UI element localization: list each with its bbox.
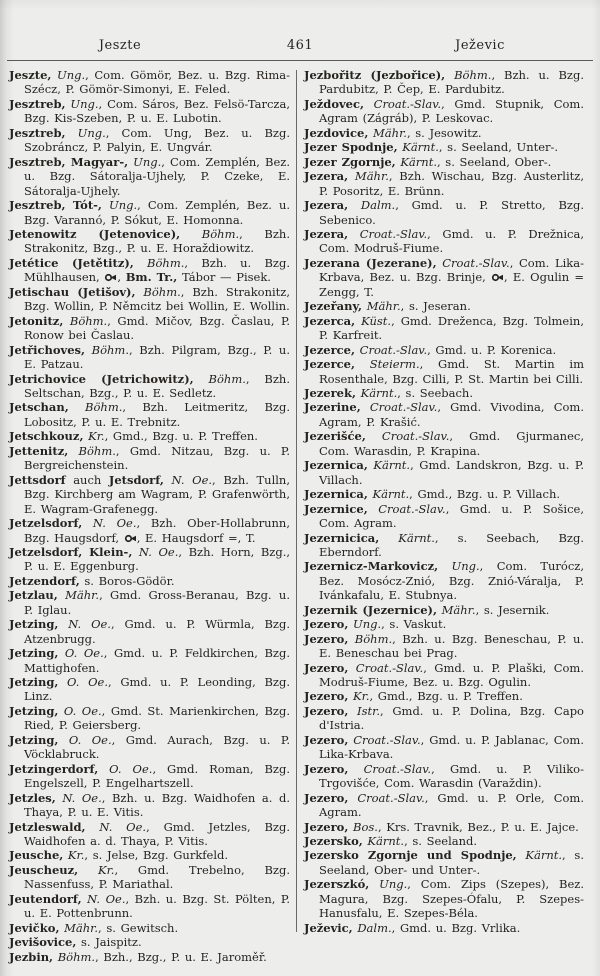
region-abbr: Böhm.: [85, 342, 129, 357]
entry-headword: Jezerišće,: [304, 429, 366, 444]
entry-text: , s. Seeland, Ober-.: [436, 154, 552, 169]
entry-headword: Jetonitz,: [9, 313, 64, 328]
gazetteer-entry: [304, 343, 584, 357]
entry-headword: Jetřichoves,: [9, 342, 86, 357]
region-abbr: Böhm.: [53, 949, 96, 964]
entry-text: , Com. Sáros, Bez. Felsö-Tarcza, Bzg. Kis-Szeben, P. u. E. Lubotin.: [24, 96, 290, 126]
entry-text: , Bzh. Horn, Bzg., P. u. E. Eggenburg.: [24, 544, 291, 574]
entry-headword: Jetischau (Jetišov),: [9, 284, 136, 299]
region-abbr: Kr.: [63, 848, 85, 863]
region-abbr: Ung.: [65, 125, 106, 140]
entry-headword: Jesztreb, Magyar-,: [9, 154, 129, 169]
gazetteer-entry: [304, 487, 584, 501]
entry-headword: Jetzlau,: [9, 588, 58, 603]
entry-headword: Ježdovec,: [304, 96, 365, 111]
entry-headword: Jezerce,: [304, 357, 355, 372]
entry-headword: Jetzing,: [9, 675, 59, 690]
entry-headword: Jezbořitz (Jezbořice),: [304, 68, 446, 82]
entry-headword: Jezer Spodnje,: [304, 140, 398, 155]
gazetteer-entry: [9, 429, 290, 443]
entry-headword: Jesztreb,: [9, 125, 66, 140]
entry-text: , Bzh. u. Bzg. Waidhofen a. d. Thaya, P. u. E. Vitis.: [24, 790, 290, 820]
entry-text: , Gmd. St. Marienkirchen, Bzg. Ried, P. Geiersberg.: [24, 703, 290, 733]
entry-headword: Jevišovice,: [9, 935, 77, 950]
entry-text: , s. Seebach.: [397, 385, 473, 400]
entry-text: s. Boros-Gödör.: [79, 573, 175, 588]
running-head-left: Jeszte: [98, 38, 142, 53]
gazetteer-entry: [9, 314, 290, 343]
entry-headword: Jesztreb, Tót-,: [9, 198, 102, 213]
gazetteer-entry: [9, 516, 290, 545]
entry-headword: Jezero,: [304, 790, 349, 805]
region-abbr: Ung.: [101, 198, 138, 213]
entry-headword: Jezeřany,: [304, 299, 363, 314]
entry-text: , s. Jeseran.: [400, 299, 471, 314]
entry-text: , Com. Gömör, Bez. u. Bzg. Rima-Szécz, P. Gömör-Simonyi, E. Feled.: [24, 68, 290, 97]
region-abbr: Ung.: [438, 559, 480, 574]
region-abbr: Kärnt.: [367, 458, 411, 473]
region-abbr: Kr.: [348, 689, 370, 704]
region-abbr: Böhm.: [68, 400, 123, 415]
entry-headword: Jetétice (Jetětitz),: [9, 255, 134, 270]
entry-headword: Jetzing,: [9, 732, 59, 747]
entry-text: , Gmd. u. P. Viliko-Trgovišće, Com. Warasdin (Varaždin).: [319, 761, 584, 791]
gazetteer-entry: [9, 473, 290, 516]
entry-text: , Bzh. Ober-Hollabrunn, Bzg. Haugsdorf,: [24, 516, 290, 545]
region-abbr: Kr.: [78, 862, 115, 877]
gazetteer-entry: [304, 429, 584, 458]
entry-text: , Gmd. u. P. Dolina, Bzg. Capo d'Istria.: [319, 703, 584, 733]
gazetteer-entry: [9, 935, 290, 949]
entry-text: , Krs. Travnik, Bez., P. u. E. Jajce.: [377, 819, 579, 834]
gazetteer-entry: [304, 603, 584, 617]
region-abbr: N. Oe.: [58, 617, 111, 632]
region-abbr: O. Oe.: [58, 646, 104, 661]
entry-headword: Jevičko,: [9, 920, 60, 935]
gazetteer-entry: [304, 400, 584, 429]
entry-text: , Bzh. Strakonitz, Bzg. Wollin, P. Němcitz bei Wollin, E. Wollin.: [24, 284, 291, 314]
entry-text: , Gmd. u. P. Stretto, Bzg. Sebenico.: [319, 198, 584, 227]
region-abbr: Kärnt.: [367, 487, 410, 502]
entry-text: , s. Seeland.: [404, 834, 478, 849]
entry-text: , s. Seebach, Bzg. Eberndorf.: [319, 530, 584, 559]
entry-text: , s. Gewitsch.: [98, 920, 179, 935]
running-head: [0, 0, 600, 58]
entry-text: , Bzh. Leitmeritz, Bzg. Lobositz, P. u. E. Trebnitz.: [24, 400, 291, 429]
region-abbr: Böhm.: [68, 443, 116, 458]
entry-text: Tábor — Pisek.: [177, 270, 271, 285]
gazetteer-entry: [304, 848, 584, 877]
posthorn-icon: [124, 534, 137, 543]
gazetteer-entry: [9, 921, 290, 935]
entry-headword: Jezersko Zgornje und Spodnje,: [304, 848, 517, 863]
gazetteer-entry: [304, 169, 584, 198]
gazetteer-entry: [304, 386, 584, 400]
entry-headword: Jetzelsdorf,: [9, 516, 83, 531]
region-abbr: Dalm.: [352, 920, 392, 935]
entry-text: , Gmd. u. P. Feldkirchen, Bzg. Mattighofen.: [24, 646, 290, 675]
gazetteer-entry: [304, 502, 584, 531]
region-abbr: Kärnt.: [362, 834, 405, 849]
entry-headword: Jetzelsdorf, Klein-,: [9, 544, 133, 559]
gazetteer-entry: [9, 617, 290, 646]
entry-text: , Gmd., Bzg. u. P. Treffen.: [369, 689, 523, 704]
entry-headword: Jezerszkó,: [304, 877, 370, 892]
region-abbr: Dalm.: [348, 198, 396, 213]
entry-headword: Jezero,: [304, 761, 349, 776]
entry-headword: Jesztreb,: [9, 96, 66, 111]
entry-headword: Jeuscheuz,: [9, 862, 79, 877]
gazetteer-entry: [9, 400, 290, 429]
entry-text: auch: [65, 472, 109, 487]
region-abbr: Mähr.: [348, 169, 389, 184]
gazetteer-entry: [9, 675, 290, 704]
region-abbr: Croat.-Slav.: [367, 501, 446, 516]
gazetteer-entry: [9, 285, 290, 314]
gazetteer-entry: [9, 704, 290, 733]
gazetteer-entry: [9, 343, 290, 372]
entry-text: , Gmd., Bzg. u. P. Treffen.: [104, 429, 258, 444]
gazetteer-entry: [304, 97, 584, 126]
region-abbr: Mähr.: [362, 299, 401, 314]
entry-headword: Jezera,: [304, 226, 349, 241]
region-abbr: Ung.: [348, 617, 382, 632]
gazetteer-entry: [9, 198, 290, 227]
region-abbr: N. Oe.: [132, 544, 179, 559]
entry-text: , s. Seeland, Unter-.: [438, 140, 559, 155]
region-abbr: O. Oe.: [58, 703, 102, 718]
region-abbr: Böhm.: [445, 68, 492, 82]
region-abbr: Croat.-Slav.: [348, 660, 424, 675]
entry-text: , Gmd. Vivodina, Com. Agram, P. Krašić.: [319, 400, 584, 429]
gazetteer-entry: [304, 531, 584, 560]
entry-headword: Jezernik (Jezernice),: [304, 602, 437, 617]
region-abbr: Croat.-Slav.: [348, 226, 428, 241]
region-abbr: N. Oe.: [55, 790, 102, 805]
gazetteer-entry: [9, 646, 290, 675]
entry-headword: Jezernica,: [304, 487, 368, 502]
entry-headword: Jetzing,: [9, 703, 59, 718]
gazetteer-entry: [304, 762, 584, 791]
entry-text: s. Jaispitz.: [76, 935, 142, 950]
entry-text: , Gmd. Stupnik, Com. Agram (Zágráb), P. Leskovac.: [319, 96, 584, 126]
entry-text: , Gmd. u. Bzg. Vrlika.: [391, 920, 521, 935]
region-abbr: Kr.: [83, 429, 105, 444]
region-abbr: Böhm.: [193, 371, 246, 386]
region-abbr: Croat.-Slav.: [355, 342, 428, 357]
entry-text: , Bzh. Strakonitz, Bzg., P. u. E. Horaždiowitz.: [24, 226, 290, 256]
entry-headword: Jetzing,: [9, 617, 59, 632]
region-abbr: Kärnt.: [379, 530, 435, 545]
entry-text: , Gmd. Mičov, Bzg. Časlau, P. Ronow bei Časlau.: [24, 313, 291, 343]
gazetteer-entry: [9, 892, 290, 921]
gazetteer-entry: [304, 458, 584, 487]
gazetteer-entry: [304, 198, 584, 227]
region-abbr: Ung.: [65, 96, 99, 111]
entry-headword: Jezersko,: [304, 834, 363, 849]
gazetteer-entry: [304, 357, 584, 386]
entry-text: , Bzh. Pilgram, Bzg., P. u. E. Patzau.: [24, 342, 290, 372]
gazetteer-entry: [304, 877, 584, 920]
gazetteer-entry: [304, 256, 584, 299]
gazetteer-entry: [9, 545, 290, 574]
text-columns: [0, 61, 600, 964]
region-abbr: N. Oe.: [81, 891, 126, 906]
entry-text: , Bzh. Seltschan, Bzg., P. u. E. Sedletz.: [24, 371, 290, 400]
region-abbr: Istr.: [348, 703, 380, 718]
entry-headword: Jetschkouz,: [9, 429, 84, 444]
gazetteer-entry: [304, 689, 584, 703]
entry-text: , Gmd. u. P. Würmla, Bzg. Atzenbrugg.: [24, 617, 291, 646]
gazetteer-entry: [304, 632, 584, 661]
entry-text: , Gmd. Gross-Beranau, Bzg. u. P. Iglau.: [24, 588, 290, 617]
region-abbr: O. Oe.: [58, 675, 109, 690]
page-number: 461: [286, 38, 314, 53]
gazetteer-entry: [304, 140, 584, 154]
region-abbr: Böhm.: [348, 631, 393, 646]
gazetteer-entry: [9, 574, 290, 588]
gazetteer-entry: [304, 68, 584, 97]
entry-text: , E. Ogulin = Zengg, T.: [319, 270, 584, 299]
entry-headword: Jezerek,: [304, 385, 356, 400]
gazetteer-entry: [9, 791, 290, 820]
entry-headword: Jezernica,: [304, 458, 368, 473]
entry-text: , Gmd. u. P. Leonding, Bzg. Linz.: [24, 675, 290, 704]
entry-headword: Jezerca,: [304, 313, 356, 328]
region-abbr: Mähr.: [368, 125, 407, 140]
entry-headword: Jezero,: [304, 660, 349, 675]
region-abbr: Böhm.: [63, 313, 108, 328]
entry-headword: Jezero,: [304, 689, 349, 704]
gazetteer-entry: [9, 762, 290, 791]
entry-headword: Bm. Tr.,: [125, 270, 178, 285]
entry-text: , Com. Zemplén, Bez. u. Bzg. Varannó, P. Sókut, E. Homonna.: [24, 198, 291, 227]
entry-headword: Jezernicz-Markovicz,: [304, 559, 439, 574]
entry-text: , Gmd. u. P. Orle, Com. Agram.: [319, 790, 584, 820]
entry-headword: Jezernice,: [304, 501, 368, 516]
column-right: [298, 68, 584, 938]
region-abbr: Croat.-Slav.: [360, 400, 438, 415]
region-abbr: Mähr.: [57, 588, 100, 603]
entry-headword: Jetenowitz (Jetenovice),: [9, 226, 181, 241]
gazetteer-entry: [9, 256, 290, 285]
entry-text: , Bzh. Wischau, Bzg. Austerlitz, P. Posoritz, E. Brünn.: [319, 169, 584, 198]
entry-headword: Jetzing,: [9, 646, 59, 661]
entry-headword: Jezerce,: [304, 342, 355, 357]
entry-text: , Bzh., Bzg., P. u. E. Jaroměř.: [95, 949, 267, 964]
gazetteer-entry: [9, 227, 290, 256]
posthorn-icon: [491, 273, 504, 282]
entry-text: , Bzh. Tulln, Bzg. Kirchberg am Wagram, P. Grafenwörth, E. Wagram-Grafenegg.: [24, 472, 290, 516]
entry-text: , s. Jelse, Bzg. Gurkfeld.: [84, 848, 229, 863]
entry-headword: Jetzendorf,: [9, 573, 80, 588]
entry-text: , Gmd. St. Martin im Rosenthale, Bzg. Cilli, P. St. Martin bei Cilli.: [319, 357, 584, 386]
region-abbr: Croat.-Slav.: [348, 761, 432, 776]
entry-headword: Jetzles,: [9, 790, 56, 805]
region-abbr: Kärnt.: [355, 385, 398, 400]
gazetteer-entry: [9, 97, 290, 126]
entry-headword: Jetschan,: [9, 400, 69, 415]
region-abbr: Böhm.: [133, 255, 185, 270]
gazetteer-entry: [304, 314, 584, 343]
region-abbr: O. Oe.: [98, 761, 153, 776]
entry-text: , Gmd. Dreženca, Bzg. Tolmein, P. Karfreit.: [319, 313, 584, 343]
region-abbr: Küst.: [355, 313, 392, 328]
running-head-right: Ježevic: [455, 38, 505, 53]
entry-text: , Gmd. u. P. Sošice, Com. Agram.: [319, 501, 584, 531]
region-abbr: Bos.: [348, 819, 378, 834]
entry-text: , Com. Zemplén, Bez. u. Bzg. Sátoralja-Ujhely, P. Czeke, E. Sátoralja-Ujhely.: [24, 154, 290, 198]
region-abbr: Croat.-Slav.: [436, 255, 510, 270]
entry-headword: Jezero,: [304, 819, 349, 834]
entry-text: , Gmd., Bzg. u. P. Villach.: [409, 487, 561, 502]
gazetteer-entry: [304, 126, 584, 140]
entry-headword: Jezdovice,: [304, 125, 369, 140]
region-abbr: Croat.-Slav.: [348, 790, 425, 805]
region-abbr: Ung.: [51, 68, 86, 82]
entry-headword: Ježevic,: [304, 920, 353, 935]
entry-text: , Gmd. u. P. Jablanac, Com. Lika-Krbava.: [319, 732, 584, 762]
entry-text: , Gmd. Aurach, Bzg. u. P. Vöcklabruck.: [24, 732, 290, 762]
gazetteer-entry: [304, 559, 584, 602]
entry-text: , s. Jesernik.: [475, 602, 550, 617]
entry-text: , Bzh. u. Bzg. Mühlhausen,: [24, 255, 290, 285]
entry-headword: Jezero,: [304, 732, 349, 747]
gazetteer-entry: [304, 704, 584, 733]
region-abbr: Kärnt.: [395, 154, 437, 169]
region-abbr: N. Oe.: [82, 516, 137, 531]
gazetteer-entry: [304, 299, 584, 313]
region-abbr: N. Oe.: [163, 472, 213, 487]
entry-headword: Jezernicica,: [304, 530, 380, 545]
entry-text: , Gmd. u. P. Plaški, Com. Modruš-Fiume, Bez. u. Bzg. Ogulin.: [319, 660, 584, 690]
entry-text: , Bzh. u. Bzg. St. Pölten, P. u. E. Pottenbrunn.: [24, 891, 290, 921]
gazetteer-entry: [9, 733, 290, 762]
gazetteer-entry: [304, 227, 584, 256]
gazetteer-entry: [304, 733, 584, 762]
entry-text: , Gmd. Landskron, Bzg. u. P. Villach.: [319, 458, 584, 487]
region-abbr: Mähr.: [436, 602, 476, 617]
entry-text: , Com. Lika-Krbava, Bez. u. Bzg. Brinje,: [319, 255, 584, 285]
gazetteer-entry: [9, 126, 290, 155]
entry-text: , s. Jesowitz.: [406, 125, 482, 140]
gazetteer-entry: [9, 863, 290, 892]
region-abbr: Ung.: [128, 154, 162, 169]
region-abbr: Croat.-Slav.: [364, 96, 442, 111]
entry-text: , Bzh. u. Bzg. Pardubitz, P. Čep, E. Pardubitz.: [319, 68, 584, 97]
entry-headword: Jettenitz,: [9, 443, 69, 458]
region-abbr: Steierm.: [355, 357, 420, 372]
entry-text: , Com. Ung, Bez. u. Bzg. Szobráncz, P. Palyin, E. Ungvár.: [24, 125, 290, 155]
entry-headword: Jezero,: [304, 703, 349, 718]
gazetteer-entry: [304, 834, 584, 848]
entry-text: , Gmd. Trebelno, Bzg. Nassenfuss, P. Mariathal.: [24, 862, 290, 892]
gazetteer-entry: [9, 155, 290, 198]
region-abbr: Böhm.: [180, 226, 240, 241]
entry-headword: Jetzingerdorf,: [9, 761, 99, 776]
gazetteer-entry: [304, 155, 584, 169]
entry-headword: Jezero,: [304, 631, 349, 646]
entry-text: , s. Vaskut.: [381, 617, 447, 632]
posthorn-icon: [104, 273, 117, 282]
region-abbr: Böhm.: [135, 284, 181, 299]
column-divider: [296, 70, 297, 932]
entry-headword: Jettsdorf: [9, 472, 66, 487]
gazetteer-entry: [9, 68, 290, 97]
region-abbr: Croat.-Slav.: [365, 429, 450, 444]
region-abbr: N. Oe.: [85, 819, 147, 834]
entry-headword: Jeutendorf,: [9, 891, 82, 906]
entry-text: , Gmd. Roman, Bzg. Engelszell, P. Engelhartszell.: [24, 761, 290, 791]
entry-text: , s. Seeland, Ober- und Unter-.: [319, 848, 584, 877]
entry-text: , Com. Zips (Szepes), Bez. Magura, Bzg. Szepes-Ófalu, P. Szepes-Hanusfalu, E. Szepes-Béla.: [319, 877, 585, 921]
gazetteer-entry: [9, 372, 290, 401]
entry-headword: Jezera,: [304, 169, 349, 184]
entry-text: , Com. Turócz, Bez. Mosócz-Znió, Bzg. Znió-Váralja, P. Ivánkafalu, E. Stubnya.: [319, 559, 585, 603]
gazetteer-entry: [9, 444, 290, 473]
entry-text: , Gmd. Jetzles, Bzg. Waidhofen a. d. Thaya, P. Vitis.: [24, 819, 290, 849]
gazetteer-entry: [304, 820, 584, 834]
entry-text: , E. Haugsdorf =, T.: [136, 530, 256, 545]
gazetteer-entry: [9, 588, 290, 617]
entry-headword: Jeusche,: [9, 848, 64, 863]
entry-headword: Jezerana (Jezerane),: [304, 255, 437, 270]
region-abbr: Ung.: [369, 877, 408, 892]
entry-headword: Jetsdorf,: [108, 472, 164, 487]
entry-headword: Jezerine,: [304, 400, 361, 415]
gazetteer-entry: [304, 791, 584, 820]
gazetteer-entry: [304, 617, 584, 631]
region-abbr: Kärnt.: [516, 848, 563, 863]
entry-text: , Gmd. u. P. Drežnica, Com. Modruš-Fiume.: [319, 226, 584, 256]
entry-text: , Gmd. u. P. Korenica.: [427, 342, 557, 357]
entry-headword: Jezero,: [304, 617, 349, 632]
region-abbr: O. Oe.: [58, 732, 112, 747]
region-abbr: Croat.-Slav.: [348, 732, 421, 747]
entry-headword: Jetrichovice (Jetrichowitz),: [9, 371, 194, 386]
entry-headword: Jezera,: [304, 198, 349, 213]
gazetteer-entry: [9, 950, 290, 964]
entry-text: , Gmd. Gjurmanec, Com. Warasdin, P. Krapina.: [319, 429, 584, 458]
column-left: [9, 68, 295, 964]
entry-headword: Jetzleswald,: [9, 819, 86, 834]
gazetteer-entry: [304, 661, 584, 690]
entry-text: , Bzh. u. Bzg. Beneschau, P. u. E. Beneschau bei Prag.: [319, 631, 585, 661]
entry-text: , Gmd. Nitzau, Bzg. u. P. Bergreichenstein.: [24, 443, 290, 473]
gazetteer-entry: [304, 921, 584, 935]
entry-headword: Jeszte,: [9, 68, 52, 82]
entry-headword: Jezer Zgornje,: [304, 154, 396, 169]
gazetteer-entry: [9, 848, 290, 862]
entry-headword: Jezbin,: [9, 949, 54, 964]
gazetteer-entry: [9, 820, 290, 849]
region-abbr: Kärnt.: [397, 140, 439, 155]
region-abbr: Mähr.: [59, 920, 99, 935]
entry-text: ,: [117, 270, 126, 285]
